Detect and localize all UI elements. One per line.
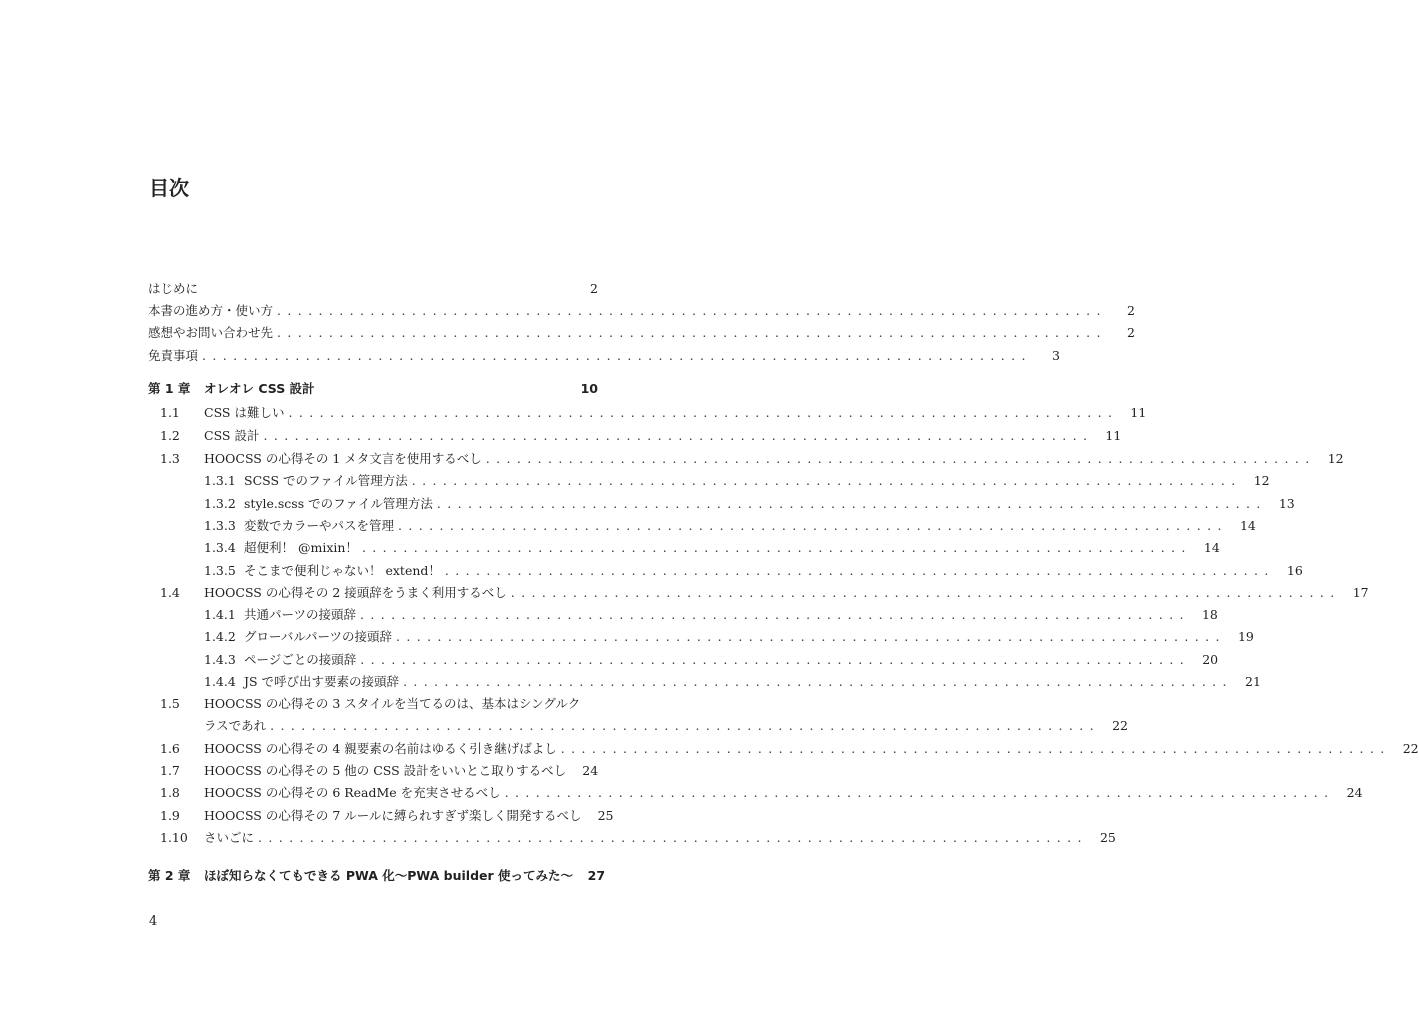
toc-entry[interactable] xyxy=(148,471,1270,491)
toc-entry-number: 1.3.3 xyxy=(204,518,236,533)
toc-entry-page: 14 xyxy=(1239,518,1256,533)
toc-entry[interactable] xyxy=(148,538,1220,558)
toc-entry-title: グローバルパーツの接頭辞 xyxy=(244,629,393,644)
toc-entry-page: 18 xyxy=(1201,607,1218,622)
toc-entry-title: 本書の進め方・使い方 xyxy=(148,303,274,318)
toc-entry[interactable] xyxy=(148,783,1363,803)
toc-entry-number: 1.6 xyxy=(160,741,180,756)
toc-entry[interactable] xyxy=(148,627,1254,647)
toc-entry[interactable] xyxy=(148,561,1303,581)
leader-dots: ................................................................................ xyxy=(277,303,1107,318)
leader-dots: ................................................................................ xyxy=(504,785,1335,800)
leader-dots: ................................................................................ xyxy=(510,585,1341,600)
toc-entry[interactable] xyxy=(148,694,598,714)
toc-entry-number: 1.2 xyxy=(160,428,180,443)
toc-entry-title: ラスであれ xyxy=(204,718,267,733)
toc-entry-page: 12 xyxy=(1253,473,1270,488)
toc-entry-number: 1.4.1 xyxy=(204,607,236,622)
toc-entry-page: 24 xyxy=(1346,785,1363,800)
toc-entry-title: HOOCSS の心得その 2 接頭辞をうまく利用するべし xyxy=(204,585,507,600)
toc-entry-page: 16 xyxy=(1286,563,1303,578)
toc-entry[interactable] xyxy=(148,279,598,299)
toc-entry-page: 27 xyxy=(587,868,606,883)
toc-entry[interactable] xyxy=(148,866,606,886)
toc-entry[interactable] xyxy=(148,761,598,781)
toc-entry[interactable] xyxy=(148,650,1219,670)
toc-entry[interactable] xyxy=(148,403,1147,423)
leader-dots: ................................................................................ xyxy=(436,496,1267,511)
toc-entry-number: 1.3.4 xyxy=(204,540,236,555)
toc-entry-page: 14 xyxy=(1203,540,1220,555)
toc-entry-number: 1.9 xyxy=(160,808,180,823)
toc-entry-title: そこまで便利じゃない！ extend！ xyxy=(244,563,441,578)
toc-entry-number: 第 2 章 xyxy=(148,868,191,883)
leader-dots: ................................................................................ xyxy=(403,674,1233,689)
toc-entry-title: ほぼ知らなくてもできる PWA 化〜PWA builder 使ってみた〜 xyxy=(204,868,574,883)
toc-entry-number: 1.3.1 xyxy=(204,473,236,488)
toc-entry[interactable] xyxy=(148,379,598,399)
toc-entry-title: HOOCSS の心得その 6 ReadMe を充実させるべし xyxy=(204,785,501,800)
leader-dots: ................................................................................ xyxy=(288,405,1119,420)
toc-entry-title: HOOCSS の心得その 3 スタイルを当てるのは、基本はシングルク xyxy=(204,696,581,711)
toc-entry[interactable] xyxy=(148,516,1256,536)
toc-entry-page: 2 xyxy=(590,281,598,296)
toc-entry-page: 20 xyxy=(1202,652,1219,667)
leader-dots: ................................................................................ xyxy=(258,830,1088,845)
toc-entry-number: 1.8 xyxy=(160,785,180,800)
toc-entry-title: 変数でカラーやパスを管理 xyxy=(244,518,395,533)
toc-entry[interactable] xyxy=(148,739,1419,759)
toc-entry-page: 11 xyxy=(1130,405,1147,420)
toc-entry-number: 1.10 xyxy=(160,830,188,845)
toc-entry-title: CSS 設計 xyxy=(204,428,260,443)
leader-dots: ................................................................................ xyxy=(277,325,1107,340)
toc-entry-title: HOOCSS の心得その 4 親要素の名前はゆるく引き継げばよし xyxy=(204,741,557,756)
toc-entry-number: 1.4.4 xyxy=(204,674,236,689)
toc-entry-number: 1.4.2 xyxy=(204,629,236,644)
toc-entry-title: 感想やお問い合わせ先 xyxy=(148,325,274,340)
leader-dots: ................................................................................ xyxy=(270,718,1101,733)
toc-entry[interactable] xyxy=(148,301,1135,321)
toc-entry-page: 13 xyxy=(1278,496,1295,511)
toc-entry-title: SCSS でのファイル管理方法 xyxy=(244,473,408,488)
toc-entry-title: はじめに xyxy=(148,281,199,296)
leader-dots: ................................................................................ xyxy=(485,451,1316,466)
toc-entry-page: 22 xyxy=(1112,718,1129,733)
toc-entry[interactable] xyxy=(148,494,1295,514)
toc-entry-number: 1.4 xyxy=(160,585,180,600)
toc-entry-number: 1.3 xyxy=(160,451,180,466)
toc-entry[interactable] xyxy=(148,605,1218,625)
toc-entry-page: 10 xyxy=(580,381,598,396)
toc-entry-number: 1.3.5 xyxy=(204,563,236,578)
page-number: 4 xyxy=(149,914,158,929)
toc-entry[interactable] xyxy=(148,323,1135,343)
page-title: 目次 xyxy=(149,176,189,200)
toc-entry-title: ページごとの接頭辞 xyxy=(244,652,357,667)
toc-entry-page: 2 xyxy=(1126,303,1135,318)
toc-entry[interactable] xyxy=(148,426,1122,446)
toc-entry-title: 免責事項 xyxy=(148,348,199,363)
toc-entry[interactable] xyxy=(148,828,1116,848)
toc-entry-title: オレオレ CSS 設計 xyxy=(204,381,315,396)
toc-entry-title: style.scss でのファイル管理方法 xyxy=(244,496,433,511)
toc-entry-number: 第 1 章 xyxy=(148,381,191,396)
toc-entry-page: 22 xyxy=(1402,741,1419,756)
toc-entry[interactable] xyxy=(148,583,1369,603)
toc-entry-page: 24 xyxy=(582,763,599,778)
toc-entry-number: 1.5 xyxy=(160,696,180,711)
toc-entry-number: 1.7 xyxy=(160,763,180,778)
toc-entry-number: 1.1 xyxy=(160,405,180,420)
toc-entry-page: 2 xyxy=(1126,325,1135,340)
toc-entry-page: 11 xyxy=(1105,428,1122,443)
leader-dots: ................................................................................ xyxy=(396,629,1226,644)
toc-entry-title: CSS は難しい xyxy=(204,405,285,420)
toc-entry-title: HOOCSS の心得その 1 メタ文言を使用するべし xyxy=(204,451,482,466)
toc-entry-number: 1.4.3 xyxy=(204,652,236,667)
toc-entry-title: JS で呼び出す要素の接頭辞 xyxy=(244,674,400,689)
toc-entry-number: 1.3.2 xyxy=(204,496,236,511)
toc-entry-page: 3 xyxy=(1051,348,1060,363)
toc-entry[interactable] xyxy=(148,716,1129,736)
toc-entry-title: HOOCSS の心得その 7 ルールに縛られすぎず楽しく開発するべし xyxy=(204,808,582,823)
toc-entry-title: さいごに xyxy=(204,830,255,845)
leader-dots: ................................................................................ xyxy=(560,741,1391,756)
toc-entry[interactable] xyxy=(148,346,1060,366)
leader-dots: ................................................................................ xyxy=(361,540,1192,555)
leader-dots: ................................................................................ xyxy=(263,428,1094,443)
toc-entry-title: 共通パーツの接頭辞 xyxy=(244,607,357,622)
toc-entry-page: 21 xyxy=(1245,674,1261,689)
toc-entry-page: 25 xyxy=(597,808,614,823)
toc-entry-page: 12 xyxy=(1327,451,1344,466)
toc-entry-title: HOOCSS の心得その 5 他の CSS 設計をいいとこ取りするべし xyxy=(204,763,567,778)
toc-entry[interactable] xyxy=(148,806,614,826)
toc-entry-title: 超便利！ @mixin！ xyxy=(244,540,358,555)
leader-dots: ................................................................................ xyxy=(202,348,1032,363)
toc-entry-page: 25 xyxy=(1099,830,1116,845)
leader-dots: ................................................................................ xyxy=(444,563,1275,578)
leader-dots: ................................................................................ xyxy=(360,652,1191,667)
toc-entry-page: 19 xyxy=(1237,629,1254,644)
leader-dots: ................................................................................ xyxy=(360,607,1190,622)
toc-entry[interactable] xyxy=(148,672,1261,692)
toc-entry-page: 17 xyxy=(1352,585,1369,600)
leader-dots: ................................................................................ xyxy=(398,518,1228,533)
leader-dots: ................................................................................ xyxy=(411,473,1242,488)
toc-entry[interactable] xyxy=(148,449,1344,469)
